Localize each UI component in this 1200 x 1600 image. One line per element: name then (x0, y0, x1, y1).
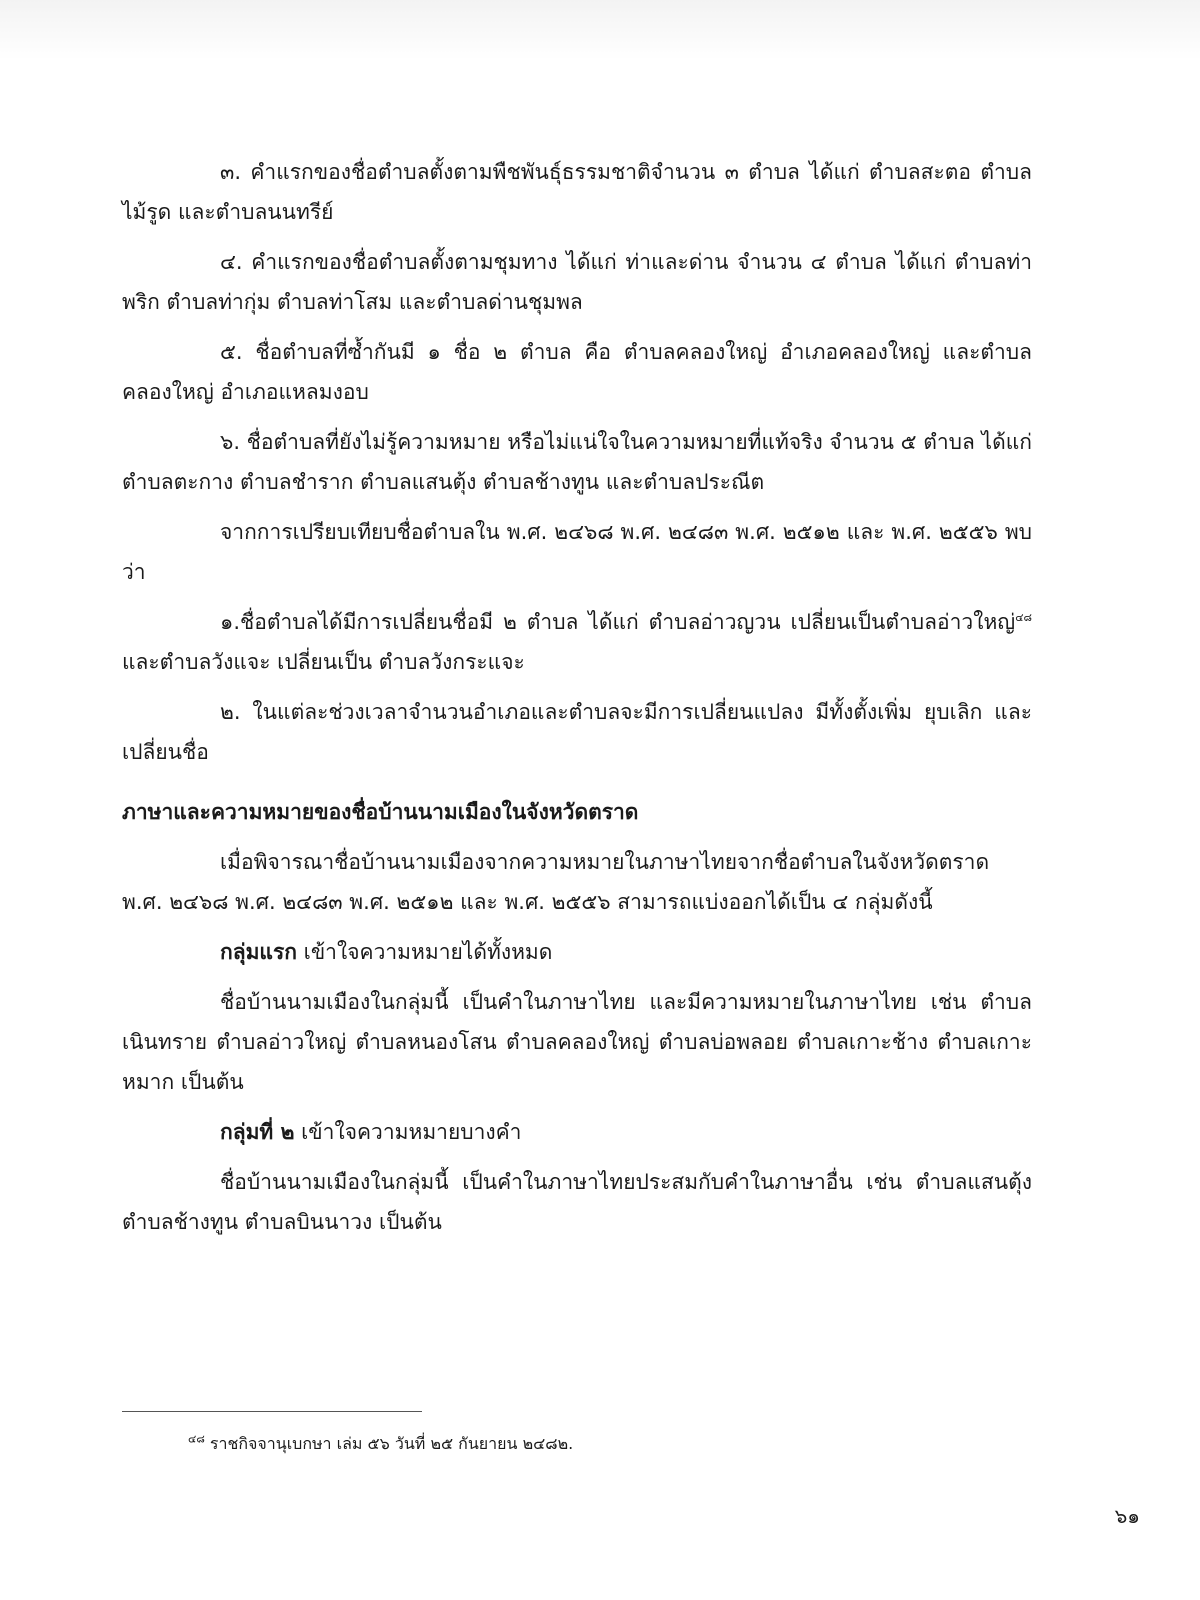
paragraph-item-6: ๖. ชื่อตำบลที่ยังไม่รู้ความหมาย หรือไม่แน่ใจในความหมายที่แท้จริง จำนวน ๕ ตำบล ได้แก่ ตำบลตะกาง ตำบลชำราก ตำบลแสนตุ้ง ตำบลช้างทูน และตำบลประณีต (122, 430, 1032, 494)
group-1-title: กลุ่มแรก (220, 940, 297, 964)
group-2-body: ชื่อบ้านนามเมืองในกลุ่มนี้ เป็นคำในภาษาไทยประสมกับคำในภาษาอื่น เช่น ตำบลแสนตุ้ง ตำบลช้างทูน ตำบลบินนาวง เป็นต้น (122, 1170, 1032, 1234)
paragraph-comparison: จากการเปรียบเทียบชื่อตำบลใน พ.ศ. ๒๔๖๘ พ.ศ. ๒๔๘๓ พ.ศ. ๒๕๑๒ และ พ.ศ. ๒๕๕๖ พบว่า (122, 520, 1032, 584)
group-1-heading (122, 932, 1032, 972)
footnote-marker: ๔๘ (188, 1432, 205, 1446)
footnote-divider (122, 1411, 422, 1412)
group-2-heading (122, 1112, 1032, 1152)
paragraph-item-3: ๓. คำแรกของชื่อตำบลตั้งตามพืชพันธุ์ธรรมชาติจำนวน ๓ ตำบล ได้แก่ ตำบลสะตอ ตำบลไม้รูด และตำบลนนทรีย์ (122, 160, 1032, 224)
finding-1-tail: และตำบลวังแจะ เปลี่ยนเป็น ตำบลวังกระแจะ (122, 650, 525, 674)
group-1-body: ชื่อบ้านนามเมืองในกลุ่มนี้ เป็นคำในภาษาไทย และมีความหมายในภาษาไทย เช่น ตำบลเนินทราย ตำบลอ่าวใหญ่ ตำบลหนองโสน ตำบลคลองใหญ่ ตำบลบ่อพลอย ตำบลเกาะช้าง ตำบลเกาะหมาก เป็นต้น (122, 990, 1032, 1094)
group-2-description: เข้าใจความหมายบางคำ (294, 1120, 522, 1144)
scan-edge-shadow (0, 0, 1200, 60)
group-1-description: เข้าใจความหมายได้ทั้งหมด (296, 940, 553, 964)
footnote-text: ราชกิจจานุเบกษา เล่ม ๕๖ วันที่ ๒๕ กันยายน ๒๔๘๒. (204, 1434, 574, 1453)
footnote (188, 1430, 573, 1458)
section-heading: ภาษาและความหมายของชื่อบ้านนามเมืองในจังหวัดตราด (122, 800, 639, 824)
section-intro: เมื่อพิจารณาชื่อบ้านนามเมืองจากความหมายในภาษาไทยจากชื่อตำบลในจังหวัดตราด พ.ศ. ๒๔๖๘ พ.ศ. ๒๔๘๓ พ.ศ. ๒๕๑๒ และ พ.ศ. ๒๕๕๖ สามารถแบ่งออกได้เป็น ๔ กลุ่มดังนี้ (122, 850, 990, 914)
paragraph-item-5: ๕. ชื่อตำบลที่ซ้ำกันมี ๑ ชื่อ ๒ ตำบล คือ ตำบลคลองใหญ่ อำเภอคลองใหญ่ และตำบลคลองใหญ่ อำเภอแหลมงอบ (122, 340, 1032, 404)
body-text (122, 152, 1032, 1252)
finding-1-text: ๑.ชื่อตำบลได้มีการเปลี่ยนชื่อมี ๒ ตำบล ได้แก่ ตำบลอ่าวญวน เปลี่ยนเป็นตำบลอ่าวใหญ่ (220, 610, 1016, 634)
paragraph-finding-1 (122, 602, 1032, 682)
page-number: ๖๑ (1114, 1504, 1140, 1528)
paragraph-finding-2: ๒. ในแต่ละช่วงเวลาจำนวนอำเภอและตำบลจะมีการเปลี่ยนแปลง มีทั้งตั้งเพิ่ม ยุบเลิก และเปลี่ยนชื่อ (122, 700, 1032, 764)
paragraph-item-4: ๔. คำแรกของชื่อตำบลตั้งตามชุมทาง ได้แก่ ท่าและด่าน จำนวน ๔ ตำบล ได้แก่ ตำบลท่าพริก ตำบลท่ากุ่ม ตำบลท่าโสม และตำบลด่านชุมพล (122, 250, 1032, 314)
footnote-reference[interactable]: ๔๘ (1015, 611, 1032, 624)
group-2-title: กลุ่มที่ ๒ (220, 1120, 295, 1144)
